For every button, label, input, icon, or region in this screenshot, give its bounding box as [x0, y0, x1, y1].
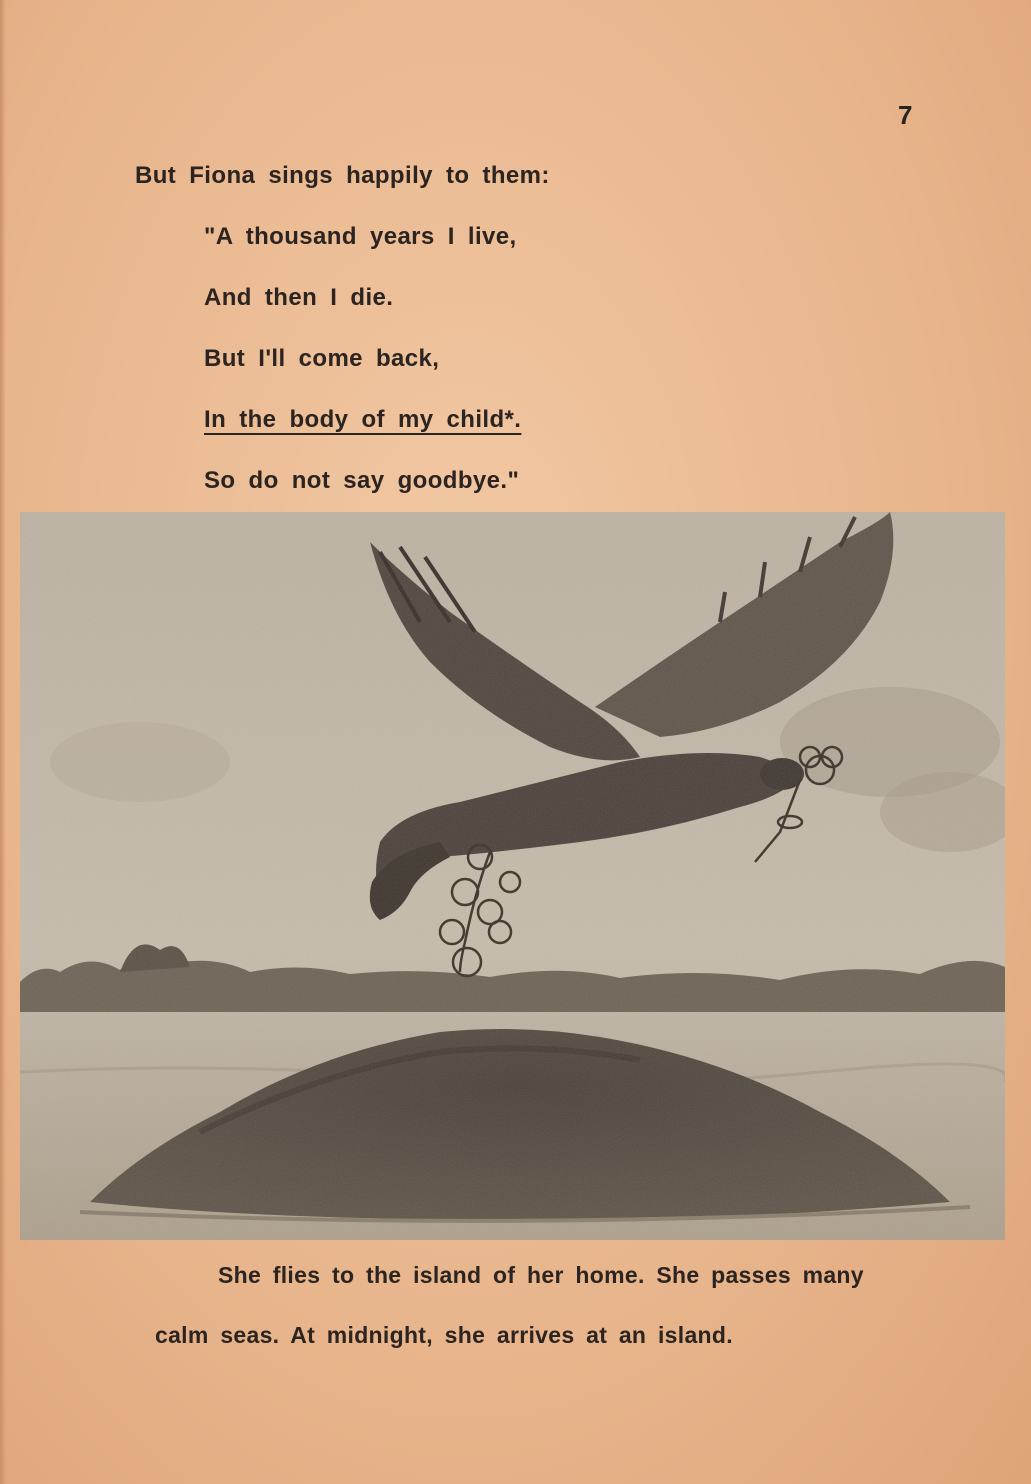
verse-intro: But Fiona sings happily to them: [135, 162, 550, 189]
page-number: 7 [898, 100, 913, 130]
bird-over-island-illustration [20, 512, 1005, 1240]
binding-edge [0, 0, 6, 1484]
verse-line-4: In the body of my child*. [204, 406, 522, 433]
verse-line-3: But I'll come back, [204, 345, 440, 372]
verse-line-5: So do not say goodbye." [204, 467, 520, 494]
caption-line-1: She flies to the island of her home. She passes many [218, 1262, 864, 1288]
verse-line-2: And then I die. [204, 284, 394, 311]
verse-line-1: "A thousand years I live, [204, 223, 517, 250]
caption-line-2: calm seas. At midnight, she arrives at an island. [155, 1322, 733, 1348]
